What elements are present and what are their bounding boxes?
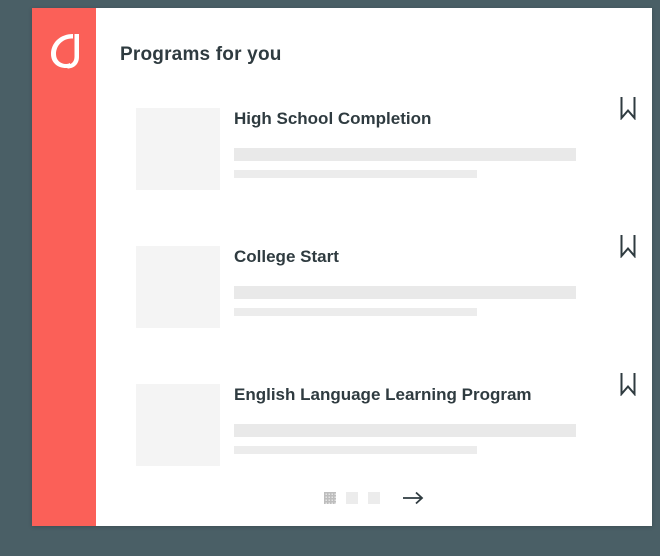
program-title: English Language Learning Program — [234, 385, 532, 404]
description-placeholder-line — [234, 308, 477, 316]
pagination — [96, 490, 652, 506]
program-details — [234, 246, 558, 316]
program-details — [234, 384, 558, 454]
program-details — [234, 108, 558, 178]
bookmark-icon[interactable] — [620, 234, 636, 258]
main-content — [96, 8, 652, 526]
list-item[interactable] — [96, 362, 652, 500]
list-item[interactable] — [96, 224, 652, 362]
pagination-dot-1[interactable] — [324, 492, 336, 504]
page-title: Programs for you — [120, 44, 282, 65]
pagination-dot-2[interactable] — [346, 492, 358, 504]
list-item[interactable] — [96, 86, 652, 224]
arrow-right-icon[interactable] — [402, 490, 424, 506]
description-placeholder-line — [234, 286, 576, 299]
brand-sidebar — [32, 8, 96, 526]
image-placeholder — [136, 384, 220, 466]
image-placeholder — [136, 246, 220, 328]
description-placeholder-line — [234, 424, 576, 437]
app-window — [32, 8, 652, 526]
description-placeholder-line — [234, 170, 477, 178]
description-placeholder-line — [234, 446, 477, 454]
pagination-dot-3[interactable] — [368, 492, 380, 504]
program-list — [96, 86, 652, 500]
bookmark-icon[interactable] — [620, 96, 636, 120]
program-title: College Start — [234, 247, 339, 266]
description-placeholder-line — [234, 148, 576, 161]
bookmark-icon[interactable] — [620, 372, 636, 396]
gradio-g-logo-icon — [48, 32, 82, 70]
image-placeholder — [136, 108, 220, 190]
program-title: High School Completion — [234, 109, 432, 128]
